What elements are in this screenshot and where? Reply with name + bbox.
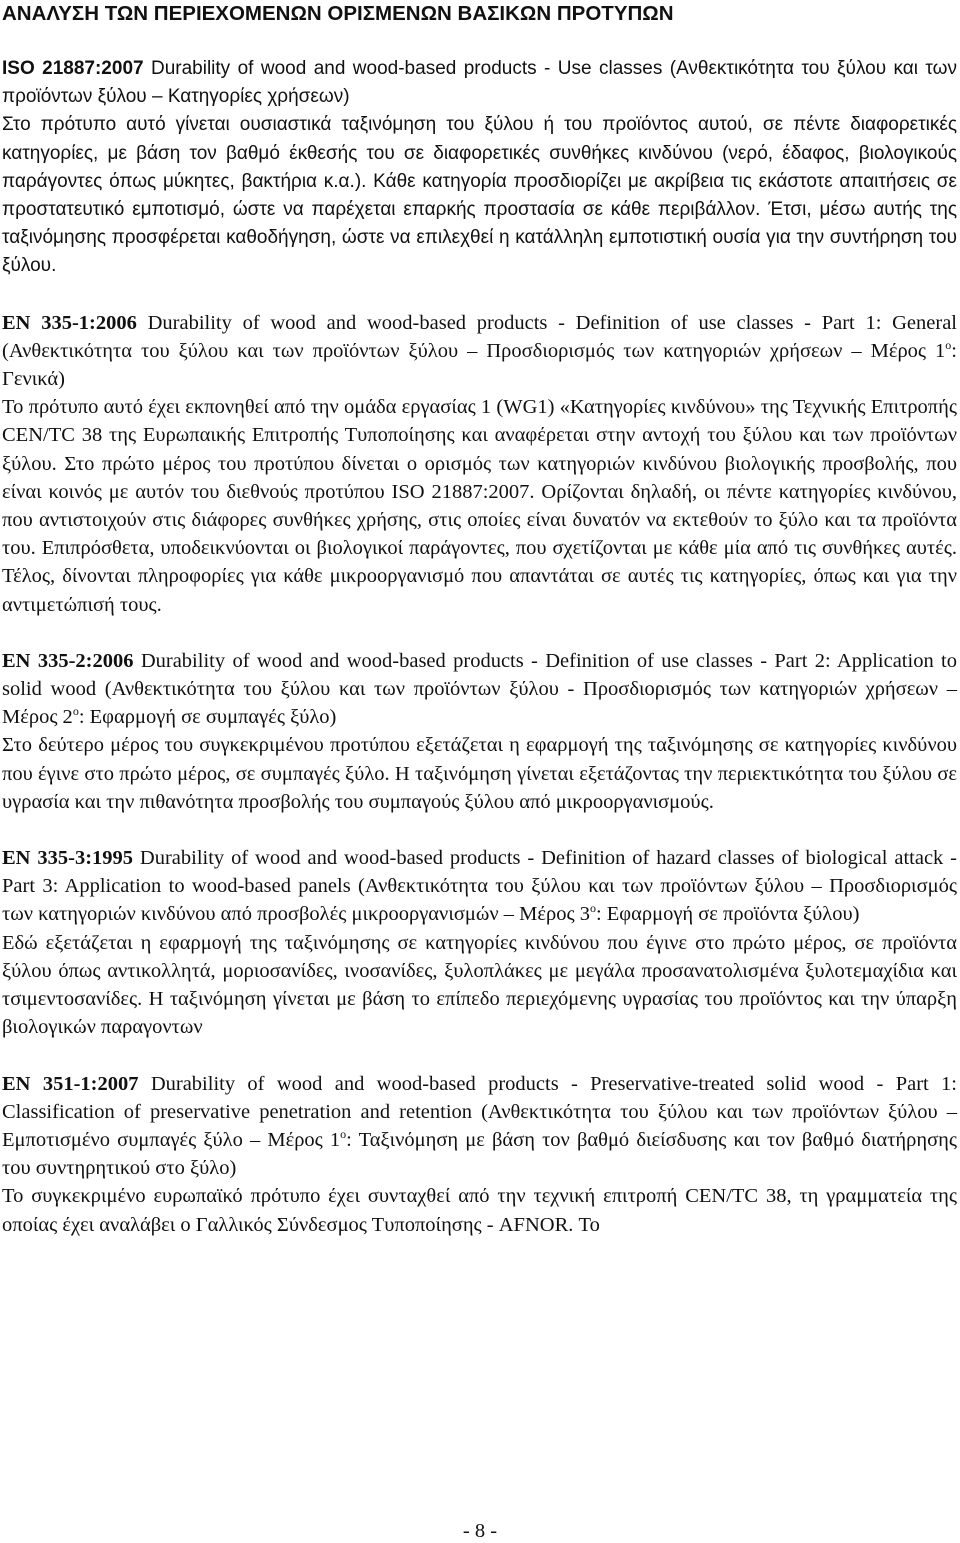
standard-title-text: Durability of wood and wood-based products - Definition of use classes - Part 2: Application to solid wood (Ανθεκτικότητα του ξύλου και των προϊόντων ξύλου - Προσδιορισμός των κατηγοριών χρήσεων – Μέρος 2 — [2, 649, 957, 729]
page-heading: ΑΝΑΛΥΣΗ ΤΩΝ ΠΕΡΙΕΧΟΜΕΝΩΝ ΟΡΙΣΜΕΝΩΝ ΒΑΣΙΚΩΝ ΠΡΟΤΥΠΩΝ — [2, 2, 674, 25]
standard-title-text: Durability of wood and wood-based products - Definition of hazard classes of biological attack - Part 3: Application to wood-based panels (Ανθεκτικότητα του ξύλου και των προϊόντων ξύλου – Προσδιορισμός των κατηγοριών κινδύνου από προσβολές μικροοργανισμών – Μέρος 3 — [2, 847, 958, 926]
page-number: - 8 - — [462, 1520, 498, 1542]
standard-description: Το συγκεκριμένο ευρωπαϊκό πρότυπο έχει συνταχθεί από την τεχνική επιτροπή CEN/TC 38, τη γραμματεία της οποίας έχει αναλάβει ο Γαλλικός Σύνδεσμος Τυποποίησης - AFNOR. Το — [2, 1185, 957, 1236]
standard-title — [2, 55, 957, 111]
standard-description: Εδώ εξετάζεται η εφαρμογή της ταξινόμησης σε κατηγορίες κινδύνου που έγινε στο πρώτο μέρος, σε προϊόντα ξύλου όπως αντικολλητά, μοριοσανίδες, ινοσανίδες, ξυλοπλάκες με μεγάλα προσανατολισμένα ξυλοτεμαχίδια και τσιμεντοσανίδες. Η ταξινόμηση γίνεται με βάση το επίπεδο περιεχόμενης υγρασίας του προϊόντος και την ύπαρξη βιολογικών παραγοντων — [2, 931, 957, 1039]
standard-iso-21887 — [2, 55, 957, 281]
standard-title — [2, 1070, 957, 1183]
standard-en-335-2 — [2, 647, 957, 816]
ordinal-superscript: ο — [340, 1126, 347, 1141]
standard-en-351-1 — [2, 1070, 957, 1239]
standard-code: EN 335-2:2006 — [2, 649, 134, 672]
standard-code: EN 335-3:1995 — [2, 847, 134, 870]
standard-description: Στο δεύτερο μέρος του συγκεκριμένου προτύπου εξετάζεται η εφαρμογή της ταξινόμησης σε κατηγορίες κινδύνου που έγινε στο πρώτο μέρος, σε συμπαγές ξύλο. Η ταξινόμηση γίνεται εξετάζοντας την περιεκτικότητα του ξύλου σε υγρασία και την πιθανότητα προσβολής του συμπαγούς ξύλου από μικροοργανισμούς. — [2, 734, 957, 813]
standard-code: EN 351-1:2007 — [2, 1072, 139, 1095]
standard-title-text-end: : Ταξινόμηση με βάση τον βαθμό διείσδυσης και τον βαθμό διατήρησης του συντηρητικού στο ξύλο) — [2, 1128, 957, 1180]
standard-title-text-end: : Εφαρμογή σε προϊόντα ξύλου) — [595, 903, 860, 926]
standard-en-335-1 — [2, 309, 957, 619]
standard-title-text-end: : Εφαρμογή σε συμπαγές ξύλο) — [78, 706, 337, 729]
standard-en-335-3 — [2, 844, 957, 1041]
standard-title — [2, 647, 957, 732]
standard-title-text: Durability of wood and wood-based products - Definition of use classes - Part 1: General (Ανθεκτικότητα του ξύλου και των προϊόντων ξύλου – Προσδιορισμός των κατηγοριών χρήσεων – Μέρος 1 — [2, 311, 957, 362]
standard-title — [2, 309, 957, 394]
standard-title-text-end: : Γενικά) — [2, 339, 957, 391]
ordinal-superscript: ο — [945, 337, 952, 352]
standard-code: EN 335-1:2006 — [2, 311, 137, 334]
ordinal-superscript: ο — [72, 704, 79, 719]
standard-description: Στο πρότυπο αυτό γίνεται ουσιαστικά ταξινόμηση του ξύλου ή του προϊόντος αυτού, σε πέντε διαφορετικές κατηγορίες, με βάση τον βαθμό έκθεσής του σε διαφορετικές συνθήκες κινδύνου (νερό, έδαφος, βιολογικούς παράγοντες όπως μύκητες, βακτήρια κ.α.). Κάθε κατηγορία προσδιορίζει με ακρίβεια τις εκάστοτε απαιτήσεις σε προστατευτικό εμποτισμό, ώστε να παρέχεται επαρκής προστασία σε κάθε περιβάλλον. Έτσι, μέσω αυτής της ταξινόμησης προσφέρεται καθοδήγηση, ώστε να επιλεχθεί η κατάλληλη εμποτιστική ουσία για την συντήρηση του ξύλου. — [2, 114, 957, 277]
ordinal-superscript: ο — [589, 901, 596, 916]
standard-title-text: Durability of wood and wood-based products - Use classes (Ανθεκτικότητα του ξύλου και των προϊόντων ξύλου – Κατηγορίες χρήσεων) — [2, 58, 957, 108]
standard-code: ISO 21887:2007 — [2, 58, 144, 79]
standard-description: Το πρότυπο αυτό έχει εκπονηθεί από την ομάδα εργασίας 1 (WG1) «Κατηγορίες κινδύνου» της Τεχνικής Επιτροπής CEN/TC 38 της Ευρωπαικής Επιτροπής Τυποποίησης και αναφέρεται στην αντοχή του ξύλου και των προϊόντων ξύλου. Στο πρώτο μέρος του προτύπου δίνεται ο ορισμός των κατηγοριών κινδύνου βιολογικής προσβολής, που είναι κοινός με αυτόν του διεθνούς προτύπου ISO 21887:2007. Ορίζονται δηλαδή, οι πέντε κατηγορίες κινδύνου, που αντιστοιχούν στις διάφορες συνθήκες χρήσης, στις οποίες είναι δυνατόν να εκτεθούν το ξύλο και τα προϊόντα του. Επιπρόσθετα, υποδεικνύονται οι βιολογικοί παράγοντες, που σχετίζονται με κάθε μία από τις συνθήκες αυτές. Τέλος, δίνονται πληροφορίες για κάθε μικροοργανισμό που απαντάται σε αυτές τις κατηγορίες, όπως και για την αντιμετώπισή τους. — [2, 396, 957, 616]
standard-title — [2, 844, 957, 929]
standard-title-text: Durability of wood and wood-based products - Preservative-treated solid wood - Part 1: Classification of preservative penetration and retention (Ανθεκτικότητα του ξύλου και των προϊόντων ξύλου – Εμποτισμένο συμπαγές ξύλο – Μέρος 1 — [2, 1072, 957, 1151]
